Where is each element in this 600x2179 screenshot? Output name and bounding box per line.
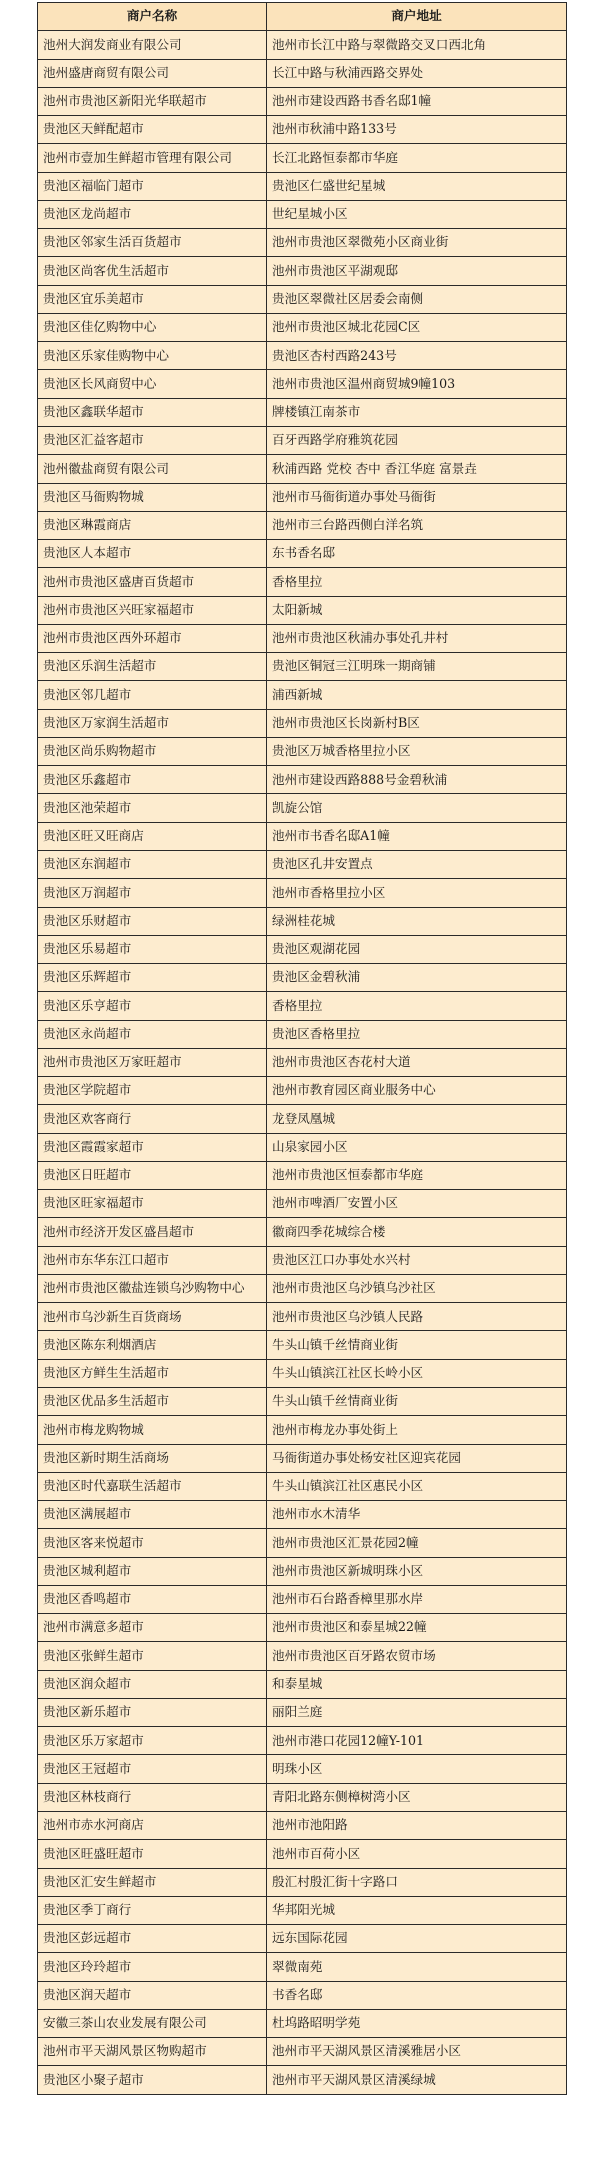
merchant-table-header [38, 3, 567, 31]
table-row [38, 1868, 567, 1896]
table-row [38, 511, 567, 539]
merchant-address-cell: 池州市水木清华 [267, 1501, 567, 1529]
merchant-address-cell: 池州市贵池区长岗新村B区 [267, 709, 567, 737]
table-row [38, 313, 567, 341]
merchant-address-cell: 长江中路与秋浦西路交界处 [267, 59, 567, 87]
table-row [38, 1642, 567, 1670]
table-row [38, 540, 567, 568]
merchant-name-cell: 贵池区优品多生活超市 [38, 1388, 267, 1416]
merchant-name-cell: 贵池区乐润生活超市 [38, 653, 267, 681]
merchant-address-cell: 香格里拉 [267, 992, 567, 1020]
merchant-name-cell: 贵池区龙尚超市 [38, 200, 267, 228]
merchant-name-cell: 贵池区长风商贸中心 [38, 370, 267, 398]
table-row [38, 1727, 567, 1755]
table-row [38, 1020, 567, 1048]
table-row [38, 1048, 567, 1076]
merchant-name-cell: 贵池区陈东利烟酒店 [38, 1331, 267, 1359]
merchant-name-cell: 贵池区新乐超市 [38, 1698, 267, 1726]
merchant-name-cell: 贵池区宜乐美超市 [38, 285, 267, 313]
merchant-name-cell: 贵池区新时期生活商场 [38, 1444, 267, 1472]
merchant-address-cell: 贵池区万城香格里拉小区 [267, 737, 567, 765]
table-row [38, 1077, 567, 1105]
merchant-address-cell: 池州市平天湖风景区清溪绿城 [267, 2066, 567, 2094]
merchant-name-cell: 贵池区王冠超市 [38, 1755, 267, 1783]
table-row [38, 257, 567, 285]
table-row [38, 1981, 567, 2009]
merchant-address-cell: 徽商四季花城综合楼 [267, 1218, 567, 1246]
merchant-name-cell: 池州市贵池区新阳光华联超市 [38, 87, 267, 115]
merchant-address-cell: 青阳北路东侧樟树湾小区 [267, 1783, 567, 1811]
merchant-address-cell: 池州市池阳路 [267, 1812, 567, 1840]
merchant-address-cell: 池州市百荷小区 [267, 1840, 567, 1868]
merchant-address-cell: 池州市贵池区杏花村大道 [267, 1048, 567, 1076]
table-row [38, 1359, 567, 1387]
merchant-name-cell: 安徽三茶山农业发展有限公司 [38, 2009, 267, 2037]
merchant-name-cell: 贵池区鑫联华超市 [38, 398, 267, 426]
merchant-address-cell: 牌楼镇江南茶市 [267, 398, 567, 426]
merchant-address-cell: 池州市马衙街道办事处马衙街 [267, 483, 567, 511]
merchant-address-cell: 贵池区仁盛世纪星城 [267, 172, 567, 200]
merchant-address-cell: 池州市三台路西侧白洋名筑 [267, 511, 567, 539]
merchant-name-cell: 贵池区满展超市 [38, 1501, 267, 1529]
merchant-address-cell: 池州市贵池区秋浦办事处孔井村 [267, 624, 567, 652]
merchant-address-cell: 池州市平天湖风景区清溪雅居小区 [267, 2038, 567, 2066]
merchant-address-cell: 池州市贵池区汇景花园2幢 [267, 1529, 567, 1557]
table-row [38, 1755, 567, 1783]
table-row [38, 850, 567, 878]
merchant-name-cell: 池州市壹加生鲜超市管理有限公司 [38, 144, 267, 172]
table-row [38, 737, 567, 765]
merchant-address-cell: 太阳新城 [267, 596, 567, 624]
table-row [38, 1416, 567, 1444]
table-row [38, 1246, 567, 1274]
table-row [38, 116, 567, 144]
merchant-address-cell: 牛头山镇千丝情商业街 [267, 1331, 567, 1359]
merchant-name-cell: 贵池区汇益客超市 [38, 426, 267, 454]
merchant-address-cell: 池州市建设西路书香名邸1幢 [267, 87, 567, 115]
merchant-name-cell: 贵池区林枝商行 [38, 1783, 267, 1811]
merchant-name-cell: 池州市平天湖风景区物购超市 [38, 2038, 267, 2066]
table-row [38, 1331, 567, 1359]
merchant-name-cell: 池州大润发商业有限公司 [38, 31, 267, 59]
table-row [38, 426, 567, 454]
merchant-name-cell: 贵池区东润超市 [38, 850, 267, 878]
merchant-address-cell: 池州市贵池区翠微苑小区商业街 [267, 229, 567, 257]
merchant-address-cell: 贵池区江口办事处水兴村 [267, 1246, 567, 1274]
table-row [38, 1585, 567, 1613]
merchant-name-cell: 贵池区邻几超市 [38, 681, 267, 709]
merchant-address-cell: 东书香名邸 [267, 540, 567, 568]
merchant-address-cell: 贵池区孔井安置点 [267, 850, 567, 878]
table-row [38, 144, 567, 172]
merchant-table-body [38, 31, 567, 2094]
merchant-address-cell: 牛头山镇滨江社区惠民小区 [267, 1472, 567, 1500]
table-row [38, 1840, 567, 1868]
table-row [38, 2009, 567, 2037]
merchant-name-cell: 池州市经济开发区盛昌超市 [38, 1218, 267, 1246]
merchant-name-cell: 贵池区永尚超市 [38, 1020, 267, 1048]
table-row [38, 1133, 567, 1161]
merchant-address-cell: 池州市贵池区乌沙镇乌沙社区 [267, 1274, 567, 1302]
merchant-address-cell: 池州市长江中路与翠微路交叉口西北角 [267, 31, 567, 59]
table-row [38, 1783, 567, 1811]
merchant-name-cell: 池州市贵池区盛唐百货超市 [38, 568, 267, 596]
table-row [38, 87, 567, 115]
merchant-address-cell: 池州市贵池区温州商贸城9幢103 [267, 370, 567, 398]
merchant-address-cell: 池州市贵池区新城明珠小区 [267, 1557, 567, 1585]
merchant-address-cell: 贵池区翠微社区居委会南侧 [267, 285, 567, 313]
merchant-address-cell: 明珠小区 [267, 1755, 567, 1783]
merchant-address-cell: 殷汇村殷汇街十字路口 [267, 1868, 567, 1896]
table-row [38, 398, 567, 426]
merchant-address-cell: 池州市教育园区商业服务中心 [267, 1077, 567, 1105]
table-row [38, 285, 567, 313]
merchant-name-cell: 贵池区小聚子超市 [38, 2066, 267, 2094]
table-row [38, 342, 567, 370]
merchant-address-cell: 龙登凤凰城 [267, 1105, 567, 1133]
merchant-address-cell: 秋浦西路 党校 杏中 香江华庭 富景垚 [267, 455, 567, 483]
merchant-name-cell: 贵池区乐辉超市 [38, 964, 267, 992]
merchant-name-cell: 贵池区汇安生鲜超市 [38, 1868, 267, 1896]
merchant-address-cell: 池州市啤酒厂安置小区 [267, 1190, 567, 1218]
table-row [38, 596, 567, 624]
merchant-address-cell: 绿洲桂花城 [267, 907, 567, 935]
merchant-name-cell: 贵池区乐家佳购物中心 [38, 342, 267, 370]
table-row [38, 1218, 567, 1246]
merchant-address-cell: 池州市梅龙办事处街上 [267, 1416, 567, 1444]
merchant-address-cell: 池州市建设西路888号金碧秋浦 [267, 766, 567, 794]
table-row [38, 907, 567, 935]
merchant-name-cell: 贵池区欢客商行 [38, 1105, 267, 1133]
table-row [38, 229, 567, 257]
table-row [38, 1670, 567, 1698]
merchant-name-cell: 贵池区人本超市 [38, 540, 267, 568]
merchant-name-cell: 池州徽盐商贸有限公司 [38, 455, 267, 483]
table-row [38, 1925, 567, 1953]
table-row [38, 1953, 567, 1981]
merchant-address-cell: 贵池区铜冠三江明珠一期商铺 [267, 653, 567, 681]
merchant-name-header: 商户名称 [38, 3, 267, 31]
merchant-name-cell: 贵池区香鸣超市 [38, 1585, 267, 1613]
merchant-name-cell: 贵池区琳霞商店 [38, 511, 267, 539]
table-row [38, 1444, 567, 1472]
merchant-address-cell: 贵池区金碧秋浦 [267, 964, 567, 992]
merchant-name-cell: 贵池区旺又旺商店 [38, 822, 267, 850]
merchant-name-cell: 贵池区乐财超市 [38, 907, 267, 935]
merchant-name-cell: 贵池区学院超市 [38, 1077, 267, 1105]
merchant-name-cell: 贵池区季丁商行 [38, 1896, 267, 1924]
table-row [38, 200, 567, 228]
table-row [38, 1274, 567, 1302]
table-row [38, 766, 567, 794]
merchant-address-cell: 牛头山镇滨江社区长岭小区 [267, 1359, 567, 1387]
merchant-address-cell: 池州市港口花园12幢Y-101 [267, 1727, 567, 1755]
table-row [38, 653, 567, 681]
merchant-address-cell: 远东国际花园 [267, 1925, 567, 1953]
merchant-address-cell: 贵池区杏村西路243号 [267, 342, 567, 370]
merchant-address-cell: 丽阳兰庭 [267, 1698, 567, 1726]
merchant-name-cell: 贵池区尚乐购物超市 [38, 737, 267, 765]
merchant-address-cell: 池州市贵池区百牙路农贸市场 [267, 1642, 567, 1670]
table-row [38, 1388, 567, 1416]
merchant-name-cell: 贵池区乐易超市 [38, 935, 267, 963]
merchant-address-cell: 马衙街道办事处杨安社区迎宾花园 [267, 1444, 567, 1472]
table-row [38, 1501, 567, 1529]
table-row [38, 1529, 567, 1557]
table-row [38, 1303, 567, 1331]
merchant-name-cell: 贵池区城利超市 [38, 1557, 267, 1585]
table-row [38, 1614, 567, 1642]
merchant-name-cell: 贵池区万润超市 [38, 879, 267, 907]
merchant-name-cell: 贵池区万家润生活超市 [38, 709, 267, 737]
merchant-name-cell: 贵池区福临门超市 [38, 172, 267, 200]
merchant-name-cell: 池州市贵池区兴旺家福超市 [38, 596, 267, 624]
merchant-address-cell: 池州市贵池区城北花园C区 [267, 313, 567, 341]
merchant-name-cell: 池州盛唐商贸有限公司 [38, 59, 267, 87]
merchant-name-cell: 贵池区佳亿购物中心 [38, 313, 267, 341]
merchant-name-cell: 贵池区乐鑫超市 [38, 766, 267, 794]
table-row [38, 1812, 567, 1840]
table-row [38, 1190, 567, 1218]
merchant-address-cell: 牛头山镇千丝情商业街 [267, 1388, 567, 1416]
table-row [38, 822, 567, 850]
merchant-address-cell: 池州市书香名邸A1幢 [267, 822, 567, 850]
table-row [38, 1472, 567, 1500]
table-row [38, 31, 567, 59]
table-row [38, 1896, 567, 1924]
table-row [38, 935, 567, 963]
table-row [38, 59, 567, 87]
table-row [38, 2066, 567, 2094]
merchant-address-cell: 池州市石台路香樟里那水岸 [267, 1585, 567, 1613]
table-row [38, 709, 567, 737]
merchant-address-cell: 贵池区香格里拉 [267, 1020, 567, 1048]
merchant-address-cell: 书香名邸 [267, 1981, 567, 2009]
merchant-name-cell: 贵池区时代嘉联生活超市 [38, 1472, 267, 1500]
merchant-address-header: 商户地址 [267, 3, 567, 31]
merchant-name-cell: 贵池区池荣超市 [38, 794, 267, 822]
merchant-address-cell: 贵池区观湖花园 [267, 935, 567, 963]
table-row [38, 568, 567, 596]
merchant-name-cell: 贵池区张鲜生超市 [38, 1642, 267, 1670]
merchant-name-cell: 贵池区乐亨超市 [38, 992, 267, 1020]
merchant-address-cell: 杜坞路昭明学苑 [267, 2009, 567, 2037]
merchant-address-cell: 百牙西路学府雅筑花园 [267, 426, 567, 454]
merchant-name-cell: 池州市赤水河商店 [38, 1812, 267, 1840]
merchant-name-cell: 贵池区客来悦超市 [38, 1529, 267, 1557]
merchant-address-cell: 长江北路恒泰都市华庭 [267, 144, 567, 172]
table-row [38, 879, 567, 907]
merchant-name-cell: 贵池区邻家生活百货超市 [38, 229, 267, 257]
table-row [38, 370, 567, 398]
merchant-name-cell: 池州市贵池区徽盐连锁乌沙购物中心 [38, 1274, 267, 1302]
table-row [38, 1161, 567, 1189]
merchant-name-cell: 贵池区玲玲超市 [38, 1953, 267, 1981]
table-row [38, 794, 567, 822]
merchant-address-cell: 世纪星城小区 [267, 200, 567, 228]
merchant-name-cell: 贵池区旺盛旺超市 [38, 1840, 267, 1868]
table-row [38, 483, 567, 511]
merchant-name-cell: 池州市贵池区万家旺超市 [38, 1048, 267, 1076]
header-row [38, 3, 567, 31]
merchant-address-cell: 池州市秋浦中路133号 [267, 116, 567, 144]
merchant-address-cell: 池州市贵池区平湖观邸 [267, 257, 567, 285]
table-row [38, 1698, 567, 1726]
merchant-address-cell: 浦西新城 [267, 681, 567, 709]
merchant-name-cell: 贵池区马衙购物城 [38, 483, 267, 511]
merchant-name-cell: 池州市乌沙新生百货商场 [38, 1303, 267, 1331]
table-row [38, 1105, 567, 1133]
merchant-name-cell: 贵池区旺家福超市 [38, 1190, 267, 1218]
merchant-name-cell: 贵池区尚客优生活超市 [38, 257, 267, 285]
merchant-address-cell: 香格里拉 [267, 568, 567, 596]
merchant-table [37, 2, 567, 2095]
merchant-name-cell: 贵池区霞霞家超市 [38, 1133, 267, 1161]
merchant-name-cell: 贵池区天鲜配超市 [38, 116, 267, 144]
merchant-name-cell: 贵池区乐万家超市 [38, 1727, 267, 1755]
merchant-name-cell: 贵池区润天超市 [38, 1981, 267, 2009]
table-row [38, 681, 567, 709]
merchant-address-cell: 翠微南苑 [267, 1953, 567, 1981]
table-row [38, 992, 567, 1020]
merchant-name-cell: 池州市梅龙购物城 [38, 1416, 267, 1444]
table-row [38, 964, 567, 992]
merchant-name-cell: 池州市东华东江口超市 [38, 1246, 267, 1274]
merchant-address-cell: 池州市香格里拉小区 [267, 879, 567, 907]
merchant-address-cell: 池州市贵池区乌沙镇人民路 [267, 1303, 567, 1331]
merchant-name-cell: 贵池区润众超市 [38, 1670, 267, 1698]
merchant-address-cell: 池州市贵池区和泰星城22幢 [267, 1614, 567, 1642]
table-row [38, 172, 567, 200]
merchant-address-cell: 山泉家园小区 [267, 1133, 567, 1161]
table-row [38, 1557, 567, 1585]
merchant-name-cell: 池州市满意多超市 [38, 1614, 267, 1642]
merchant-name-cell: 贵池区方鲜生生活超市 [38, 1359, 267, 1387]
merchant-name-cell: 池州市贵池区西外环超市 [38, 624, 267, 652]
table-row [38, 455, 567, 483]
table-row [38, 624, 567, 652]
merchant-address-cell: 和泰星城 [267, 1670, 567, 1698]
merchant-address-cell: 凯旋公馆 [267, 794, 567, 822]
merchant-name-cell: 贵池区彭远超市 [38, 1925, 267, 1953]
merchant-address-cell: 华邦阳光城 [267, 1896, 567, 1924]
table-row [38, 2038, 567, 2066]
merchant-name-cell: 贵池区日旺超市 [38, 1161, 267, 1189]
merchant-address-cell: 池州市贵池区恒泰都市华庭 [267, 1161, 567, 1189]
